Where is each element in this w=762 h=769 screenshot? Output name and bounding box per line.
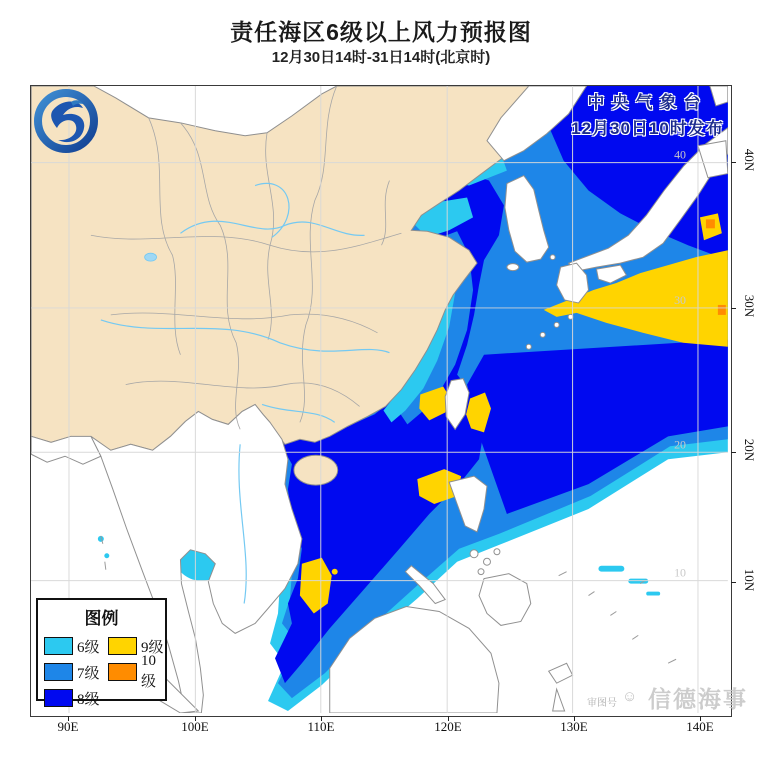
y-tick bbox=[731, 582, 736, 583]
legend-title: 图例 bbox=[84, 609, 119, 628]
legend-swatch-6 bbox=[44, 637, 73, 655]
x-axis-label-100e: 100E bbox=[181, 719, 209, 734]
svg-text:10: 10 bbox=[674, 565, 687, 580]
cma-logo-icon bbox=[33, 88, 99, 154]
legend-swatch-9 bbox=[108, 637, 137, 655]
x-axis-label-90e: 90E bbox=[57, 719, 79, 734]
issuer-agency: 中央气象台 bbox=[587, 93, 708, 112]
legend-item-9: 9级 bbox=[108, 633, 166, 659]
legend-swatch-10 bbox=[108, 663, 137, 681]
svg-text:40: 40 bbox=[674, 147, 687, 162]
svg-text:30: 30 bbox=[674, 292, 687, 307]
issuer-time: 12月30日10时发布 bbox=[571, 119, 724, 138]
legend-item-7: 7级 bbox=[44, 659, 108, 685]
legend-item-8: 8级 bbox=[44, 685, 108, 711]
legend-item-10: 10级 bbox=[108, 659, 166, 685]
svg-text:20: 20 bbox=[674, 437, 687, 452]
y-axis-label-30n: 30N bbox=[742, 294, 757, 318]
y-axis-label-10n: 10N bbox=[742, 568, 757, 592]
legend-swatch-8 bbox=[44, 689, 73, 707]
page-title: 责任海区6级以上风力预报图 bbox=[230, 19, 532, 45]
y-axis-label-20n: 20N bbox=[742, 438, 757, 462]
x-axis-label-130e: 130E bbox=[560, 719, 588, 734]
watermark-face-icon: ☺ bbox=[622, 688, 638, 705]
legend-item-6: 6级 bbox=[44, 633, 108, 659]
y-tick bbox=[731, 308, 736, 309]
lake bbox=[145, 253, 157, 261]
legend-swatch-7 bbox=[44, 663, 73, 681]
y-tick bbox=[731, 452, 736, 453]
legend bbox=[36, 598, 167, 708]
x-axis-label-110e: 110E bbox=[307, 719, 335, 734]
map-approval-note: 审图号 bbox=[587, 698, 617, 709]
watermark-brand: 信德海事 bbox=[648, 686, 748, 712]
issuer-block bbox=[540, 88, 755, 139]
y-tick bbox=[731, 162, 736, 163]
x-axis-label-140e: 140E bbox=[686, 719, 714, 734]
y-axis-label-40n: 40N bbox=[742, 148, 757, 172]
page-subtitle: 12月30日14时-31日14时(北京时) bbox=[271, 49, 491, 66]
x-axis-label-120e: 120E bbox=[434, 719, 462, 734]
